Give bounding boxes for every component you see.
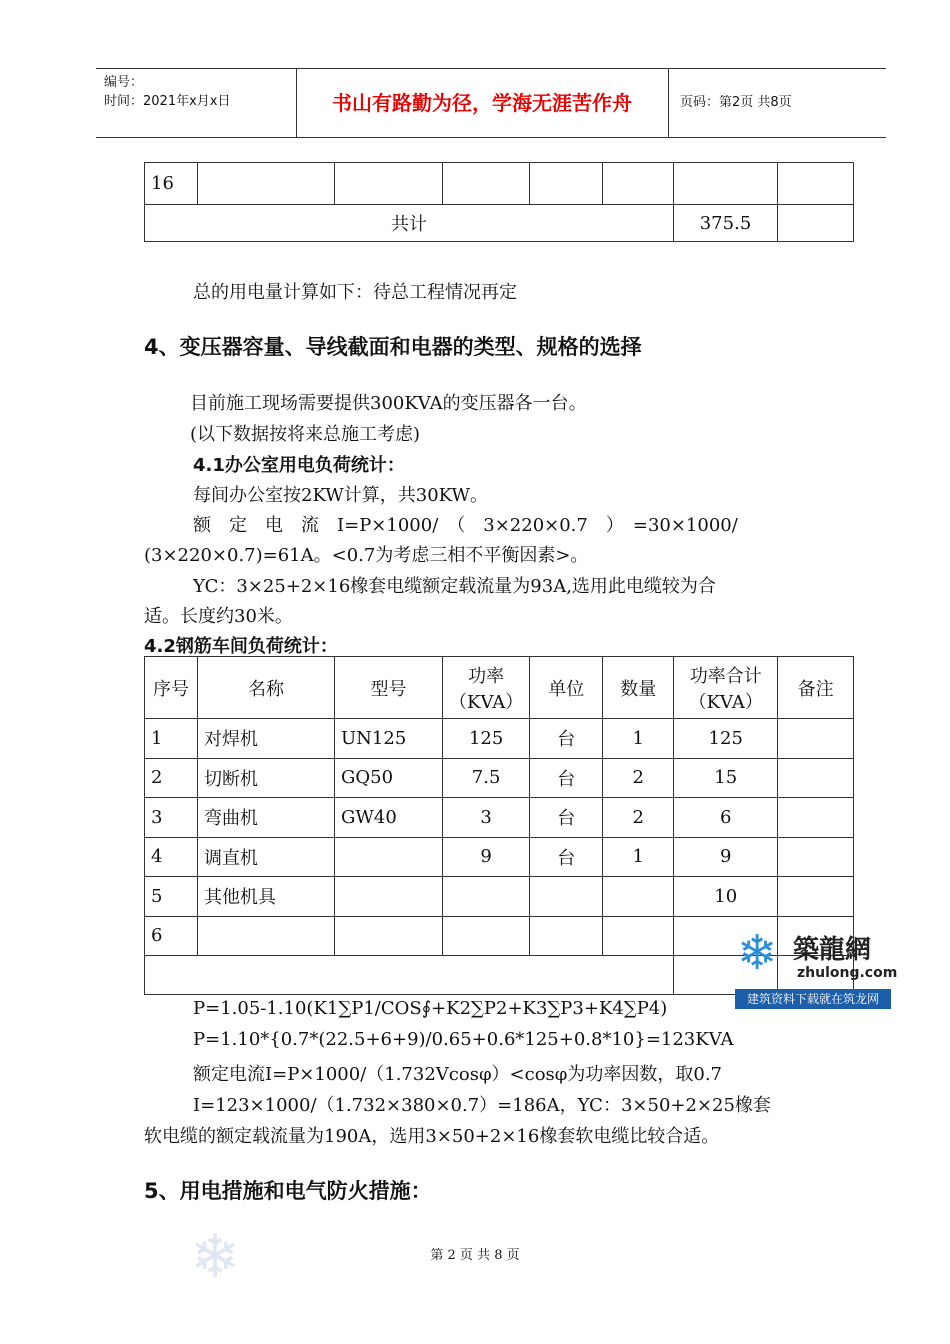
table-cell xyxy=(145,956,674,995)
table-cell: 切断机 xyxy=(198,758,335,798)
zhulong-logo xyxy=(733,921,898,1011)
paragraph: 目前施工现场需要提供300KVA的变压器各一台。 xyxy=(190,393,587,414)
table-row xyxy=(145,758,854,798)
table-cell: 1 xyxy=(603,837,674,877)
table-cell xyxy=(778,719,854,759)
table-cell xyxy=(603,163,674,205)
table-cell xyxy=(530,916,603,956)
column-header: 单位 xyxy=(530,657,603,719)
table-cell: 其他机具 xyxy=(198,877,335,917)
subsection-heading: 4.2钢筋车间负荷统计： xyxy=(144,636,338,657)
table-cell: 2 xyxy=(603,798,674,838)
formula: 额定电流I=P×1000/（1.732Vcosφ）<cosφ为功率因数，取0.7 xyxy=(193,1064,723,1085)
table-row xyxy=(145,205,854,242)
table-cell xyxy=(778,837,854,877)
table-cell: 125 xyxy=(674,719,778,759)
table-cell: 调直机 xyxy=(198,837,335,877)
table-cell: UN125 xyxy=(335,719,443,759)
table-cell xyxy=(198,916,335,956)
table-cell xyxy=(603,877,674,917)
table-cell xyxy=(443,916,530,956)
paragraph: (以下数据按将来总施工考虑) xyxy=(190,424,421,445)
table-cell: 6 xyxy=(674,798,778,838)
column-header: 功率合计（KVA） xyxy=(674,657,778,719)
table-cell: 台 xyxy=(530,758,603,798)
column-header: 数量 xyxy=(603,657,674,719)
table-cell: 2 xyxy=(603,758,674,798)
logo-cn: 築龍網 xyxy=(793,935,872,965)
column-header: 序号 xyxy=(145,657,198,719)
section-heading: 5、用电措施和电气防火措施： xyxy=(144,1179,432,1203)
snowflake-watermark-icon: ❄ xyxy=(190,1222,241,1292)
table-cell xyxy=(530,163,603,205)
table-row xyxy=(145,798,854,838)
paragraph: 适。长度约30米。 xyxy=(144,606,293,627)
column-header: 型号 xyxy=(335,657,443,719)
table-cell: 16 xyxy=(145,163,198,205)
formula: 软电缆的额定载流量为190A，选用3×50+2×16橡套软电缆比较合适。 xyxy=(144,1126,720,1147)
table-cell: 9 xyxy=(443,837,530,877)
column-header: 备注 xyxy=(778,657,854,719)
paragraph: YC：3×25+2×16橡套电缆额定载流量为93A,选用此电缆较为合 xyxy=(193,576,716,597)
table-cell xyxy=(603,916,674,956)
table-cell: 3 xyxy=(443,798,530,838)
table-cell xyxy=(198,163,335,205)
table-cell: 1 xyxy=(603,719,674,759)
page-header xyxy=(96,68,886,138)
paragraph: 总的用电量计算如下：待总工程情况再定 xyxy=(193,282,517,303)
table-cell: GW40 xyxy=(335,798,443,838)
page-label: 页码：第2页 共8页 xyxy=(680,95,792,110)
table-cell xyxy=(335,163,443,205)
motto: 书山有路勤为径，学海无涯苦作舟 xyxy=(332,91,632,115)
table-cell: 7.5 xyxy=(443,758,530,798)
table-cell: 台 xyxy=(530,719,603,759)
table-cell: 对焊机 xyxy=(198,719,335,759)
total-label: 共计 xyxy=(145,205,674,242)
table-cell: 125 xyxy=(443,719,530,759)
logo-en: zhulong.com xyxy=(797,965,898,981)
section-heading: 4、变压器容量、导线截面和电器的类型、规格的选择 xyxy=(144,335,642,359)
code-label: 编号： xyxy=(104,75,144,90)
formula: P=1.10*{0.7*(22.5+6+9)/0.65+0.6*125+0.8*10}=123KVA xyxy=(193,1029,734,1050)
formula: P=1.05-1.10(K1∑P1/COS∮+K2∑P2+K3∑P3+K4∑P4) xyxy=(193,998,668,1019)
table-cell xyxy=(674,163,778,205)
table-cell: 9 xyxy=(674,837,778,877)
table-cell: 弯曲机 xyxy=(198,798,335,838)
table-cell: 6 xyxy=(145,916,198,956)
logo-slogan: 建筑资料下载就在筑龙网 xyxy=(735,989,891,1009)
table-cell xyxy=(335,877,443,917)
table-cell: 2 xyxy=(145,758,198,798)
formula: I=123×1000/（1.732×380×0.7）=186A，YC：3×50+2×25橡套 xyxy=(193,1095,771,1116)
total-value: 375.5 xyxy=(674,205,778,242)
subsection-heading: 4.1办公室用电负荷统计： xyxy=(193,455,405,476)
table-cell xyxy=(443,163,530,205)
time-label: 时间：2021年x月x日 xyxy=(104,94,231,109)
table-cell xyxy=(778,877,854,917)
table-cell xyxy=(778,798,854,838)
table-cell xyxy=(530,877,603,917)
table-cell: 台 xyxy=(530,837,603,877)
table-row xyxy=(145,877,854,917)
snowflake-icon: ❄ xyxy=(737,925,778,981)
paragraph: 额 定 电 流 I=P×1000/ （ 3×220×0.7 ） =30×1000/ xyxy=(193,515,738,536)
table-cell: GQ50 xyxy=(335,758,443,798)
table-cell xyxy=(778,163,854,205)
table-cell: 3 xyxy=(145,798,198,838)
table-row xyxy=(145,163,854,205)
table-cell: 10 xyxy=(674,877,778,917)
table-cell: 5 xyxy=(145,877,198,917)
table-row xyxy=(145,719,854,759)
paragraph: 每间办公室按2KW计算，共30KW。 xyxy=(193,485,488,506)
table-cell xyxy=(778,758,854,798)
header-meta xyxy=(104,73,294,111)
paragraph: (3×220×0.7)=61A。<0.7为考虑三相不平衡因素>。 xyxy=(144,545,589,566)
table-cell xyxy=(778,205,854,242)
page-footer: 第 2 页 共 8 页 xyxy=(430,1248,520,1263)
table-cell xyxy=(443,877,530,917)
table-header-row xyxy=(145,657,854,719)
table-cell: 15 xyxy=(674,758,778,798)
table-row xyxy=(145,837,854,877)
table-cell xyxy=(335,916,443,956)
column-header: 名称 xyxy=(198,657,335,719)
table-cell xyxy=(335,837,443,877)
table-cell: 4 xyxy=(145,837,198,877)
divider xyxy=(668,69,669,137)
top-table xyxy=(144,162,854,242)
table-cell: 1 xyxy=(145,719,198,759)
table-cell: 台 xyxy=(530,798,603,838)
column-header: 功率（KVA） xyxy=(443,657,530,719)
